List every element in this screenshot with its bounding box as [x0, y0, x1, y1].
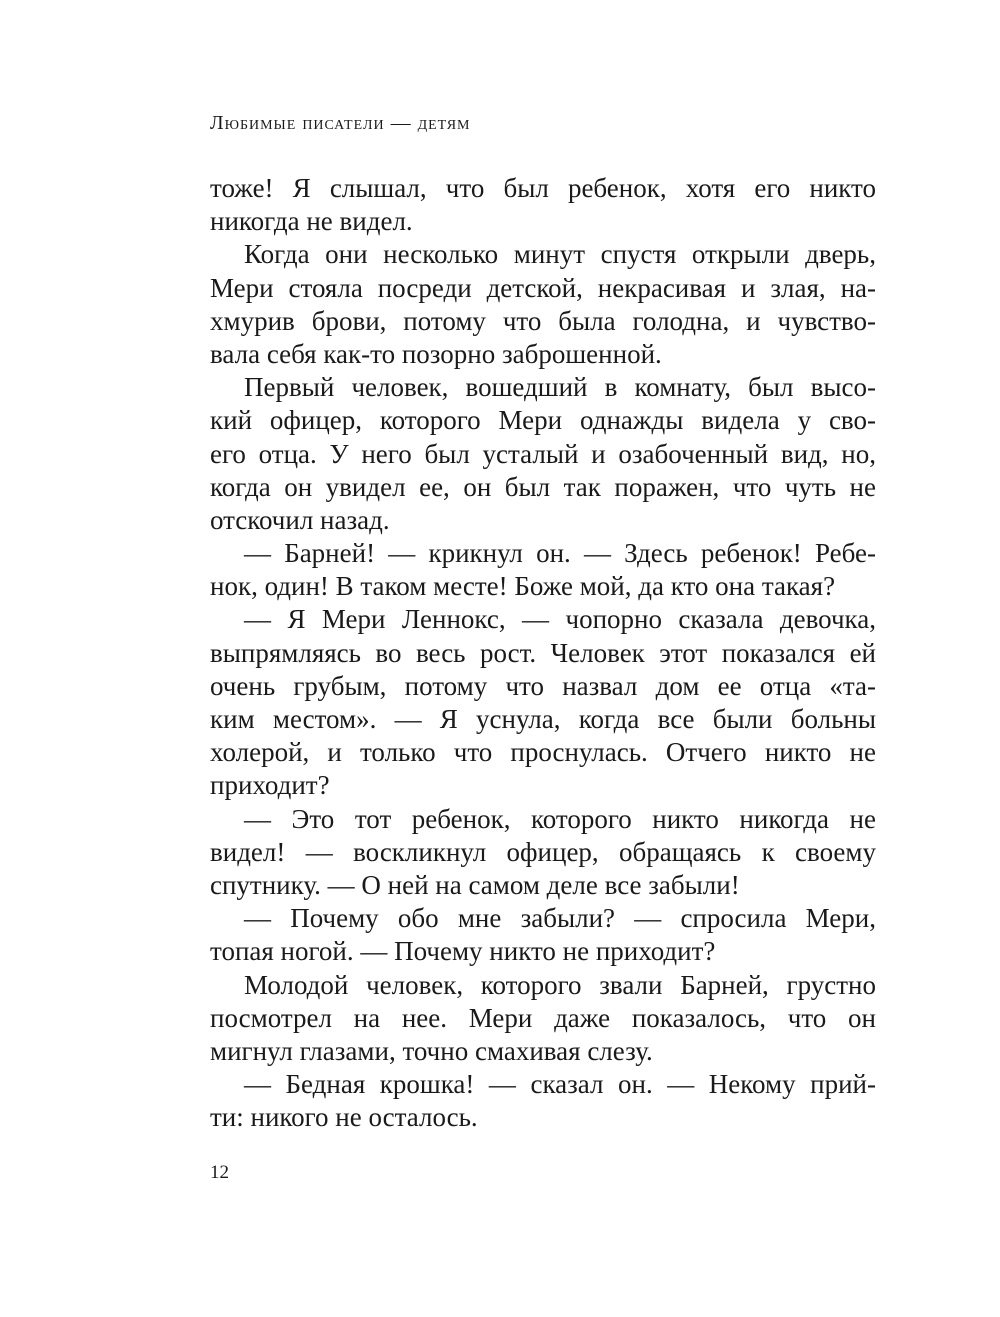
text-line: топая ногой. — Почему никто не приходит?	[210, 936, 716, 967]
text-line: нок, один! В таком месте! Боже мой, да кто она такая?	[210, 571, 836, 602]
text-line: выпрямляясь во весь рост. Человек этот показался ей	[210, 637, 876, 668]
text-line: отскочил назад.	[210, 504, 390, 535]
text-line: кий офицер, которого Мери однажды видела у сво-	[210, 405, 876, 436]
text-line: Мери стояла посреди детской, некрасивая и злая, на-	[210, 272, 876, 303]
text-line: Когда они несколько минут спустя открыли дверь,	[244, 239, 876, 270]
text-line: тоже! Я слышал, что был ребенок, хотя его никто	[210, 173, 876, 203]
text-line: Молодой человек, которого звали Барней, грустно	[244, 969, 876, 1000]
text-line: посмотрел на нее. Мери даже показалось, что он	[210, 1002, 876, 1033]
text-line: его отца. У него был усталый и озабоченный вид, но,	[210, 438, 876, 469]
page-number: 12	[210, 1162, 229, 1183]
text-line: спутнику. — О ней на самом деле все забыли!	[210, 869, 740, 900]
text-line: видел! — воскликнул офицер, обращаясь к своему	[210, 836, 876, 867]
text-line: — Это тот ребенок, которого никто никогда не	[244, 803, 876, 834]
text-line: хмурив брови, потому что была голодна, и чувство-	[210, 305, 876, 336]
text-line: никогда не видел.	[210, 206, 413, 237]
text-line: Первый человек, вошедший в комнату, был высо-	[244, 372, 876, 403]
text-line: — Почему обо мне забыли? — спросила Мери,	[244, 903, 876, 934]
text-line: — Барней! — крикнул он. — Здесь ребенок! Ребе-	[244, 538, 876, 569]
text-line: мигнул глазами, точно смахивая слезу.	[210, 1035, 653, 1066]
text-line: ти: никого не осталось.	[210, 1102, 478, 1133]
text-line: холерой, и только что проснулась. Отчего никто не	[210, 737, 876, 768]
text-line: — Бедная крошка! — сказал он. — Некому прий-	[244, 1069, 876, 1100]
text-line: когда он увидел ее, он был так поражен, что чуть не	[210, 471, 876, 502]
text-line: вала себя как-то позорно заброшенной.	[210, 338, 662, 369]
text-line: очень грубым, потому что назвал дом ее отца «та-	[210, 670, 876, 701]
text-line: приходит?	[210, 770, 330, 801]
running-head: Любимые писатели — детям	[210, 112, 471, 134]
text-line: ким местом». — Я уснула, когда все были больны	[210, 704, 876, 734]
body-text	[210, 172, 876, 1134]
text-line: — Я Мери Леннокс, — чопорно сказала девочка,	[244, 604, 876, 635]
